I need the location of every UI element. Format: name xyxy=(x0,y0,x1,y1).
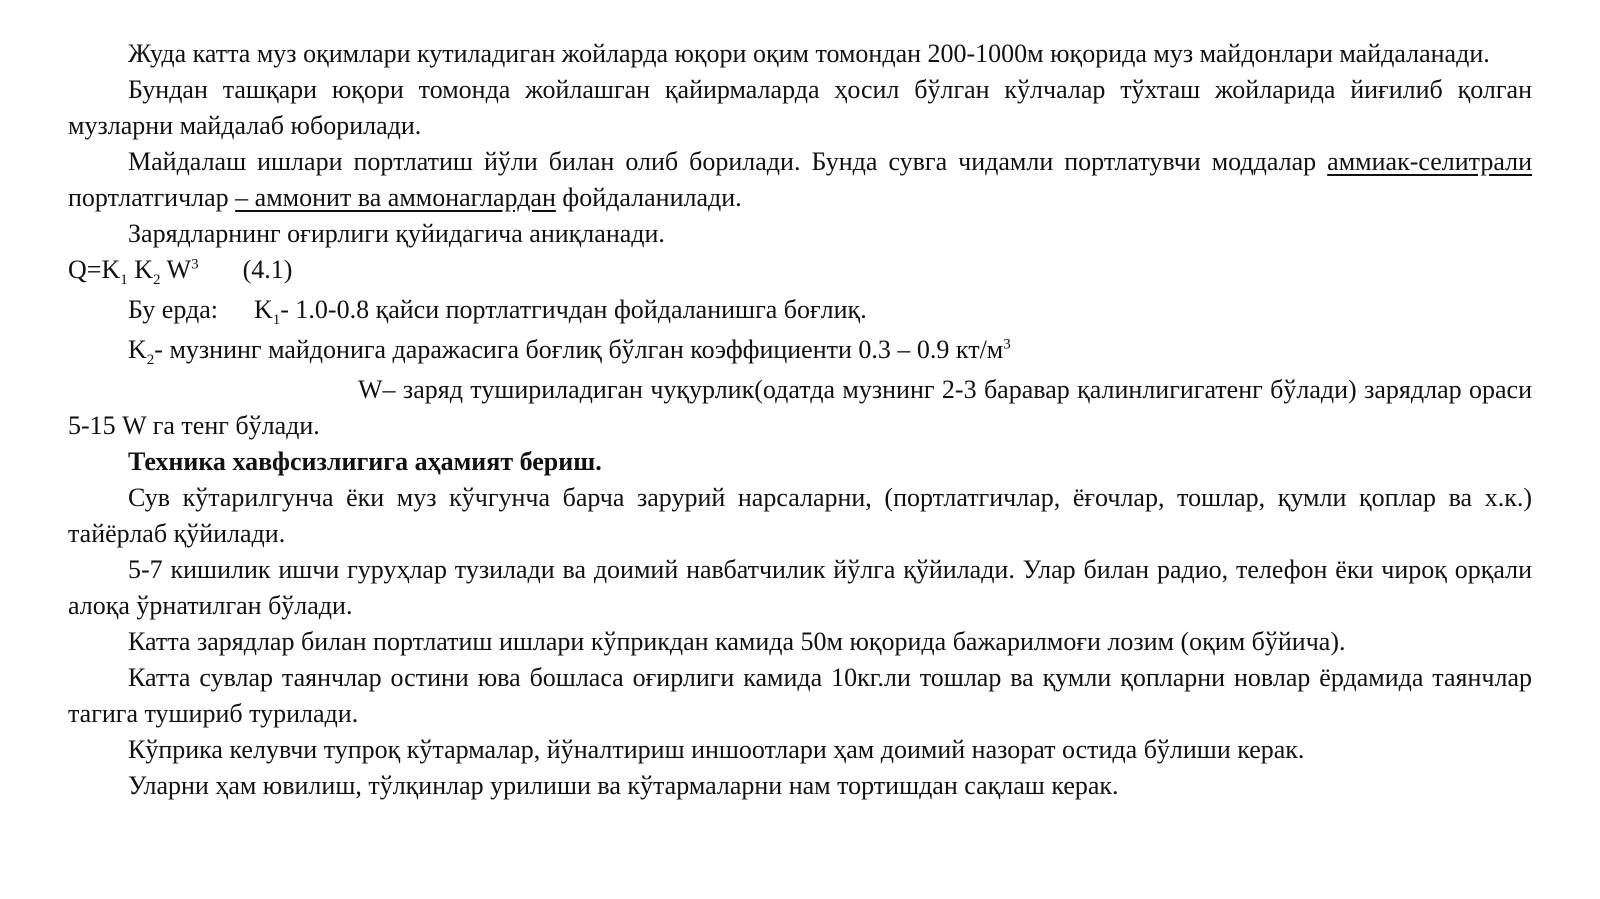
paragraph-blasting xyxy=(68,144,1532,216)
formula-sub-2: 2 xyxy=(153,272,161,289)
k2-sup: 3 xyxy=(1003,336,1011,353)
formula-q: Q=K xyxy=(68,255,121,284)
paragraph-work-groups: 5-7 кишилик ишчи гуруҳлар тузилади ва доимий навбатчилик йўлга қўйилади. Улар билан радио, телефон ёки чироқ орқали алоқа ўрнатилган бўлади. xyxy=(68,555,1532,620)
paragraph-embankments: Кўприка келувчи тупроқ кўтармалар, йўналтириш иншоотлари ҳам доимий назорат остида бўлиши керак. xyxy=(128,735,1305,764)
paragraph-ice-fields: Жуда катта муз оқимлари кутиладиган жойларда юқори оқим томондан 200-1000м юқорида муз майдонлари майдаланади. xyxy=(128,39,1490,68)
paragraph-large-charges: Катта зарядлар билан портлатиш ишлари кўприкдан камида 50м юқорида бажарилмоғи лозим (оқим бўйича). xyxy=(128,627,1346,656)
formula-number: (4.1) xyxy=(242,255,293,284)
paragraph-k2-definition xyxy=(68,332,1532,368)
paragraph-supports: Катта сувлар таянчлар остини юва бошласа оғирлиги камида 10кг.ли тошлар ва қумли қопларни новлар ёрдамида таянчлар тагига тушириб турилади. xyxy=(68,663,1532,728)
paragraph-charge-weight: Зарядларнинг оғирлиги қуйидагича аниқланади. xyxy=(128,219,665,248)
paragraph-lakes: Бундан ташқари юқори томонда жойлашган қайирмаларда ҳосил бўлган кўлчалар тўхташ жойларида йиғилиб қолган музларни майдалаб юборилади. xyxy=(68,75,1532,140)
paragraph-preparation: Сув кўтарилгунча ёки муз кўчгунча барча зарурий нарсаларни, (портлатгичлар, ёғочлар, тошлар, қумли қоплар ва х.к.) тайёрлаб қўйилади. xyxy=(68,483,1532,548)
section-heading-safety: Техника хавфсизлигига аҳамият бериш. xyxy=(128,447,602,476)
k1-symbol: K xyxy=(253,295,273,324)
blasting-text-end: фойдаланилади. xyxy=(555,183,742,212)
underlined-term-ammonite: – аммонит ва аммонаглардан xyxy=(235,183,556,212)
underlined-term-ammonium-nitrate: аммиак-селитрали xyxy=(1327,147,1532,176)
formula-sup-3: 3 xyxy=(191,256,199,273)
k2-text: - музнинг майдонига даражасига боғлиқ бўлган коэффициенти 0.3 – 0.9 кт/м xyxy=(154,335,1004,364)
paragraph-erosion: Уларни ҳам ювилиш, тўлқинлар урилиши ва кўтармаларни нам тортишдан сақлаш керак. xyxy=(128,771,1119,800)
blasting-text-start: Майдалаш ишлари портлатиш йўли билан олиб борилади. Бунда сувга чидамли портлатувчи моддалар xyxy=(128,147,1328,176)
paragraph-w-definition: W– заряд тушириладиган чуқурлик(одатда музнинг 2-3 баравар қалинлигигатенг бўлади) зарядлар ораси 5-15 W га тенг бўлади. xyxy=(68,375,1532,440)
formula-w: W xyxy=(160,255,192,284)
formula-sub-1: 1 xyxy=(120,272,128,289)
k2-sub: 2 xyxy=(146,352,155,369)
paragraph-k1-definition xyxy=(68,292,1532,328)
k2-symbol: K xyxy=(128,335,147,364)
document-page xyxy=(68,36,1532,804)
k1-text: - 1.0-0.8 қайси портлатгичдан фойдаланишга боғлиқ. xyxy=(280,295,867,324)
formula-line xyxy=(68,252,1532,288)
k1-prefix: Бу ерда: xyxy=(128,295,218,324)
k1-sub: 1 xyxy=(272,312,281,329)
formula-k2: K xyxy=(127,255,153,284)
blasting-text-mid: портлатгичлар xyxy=(68,183,236,212)
